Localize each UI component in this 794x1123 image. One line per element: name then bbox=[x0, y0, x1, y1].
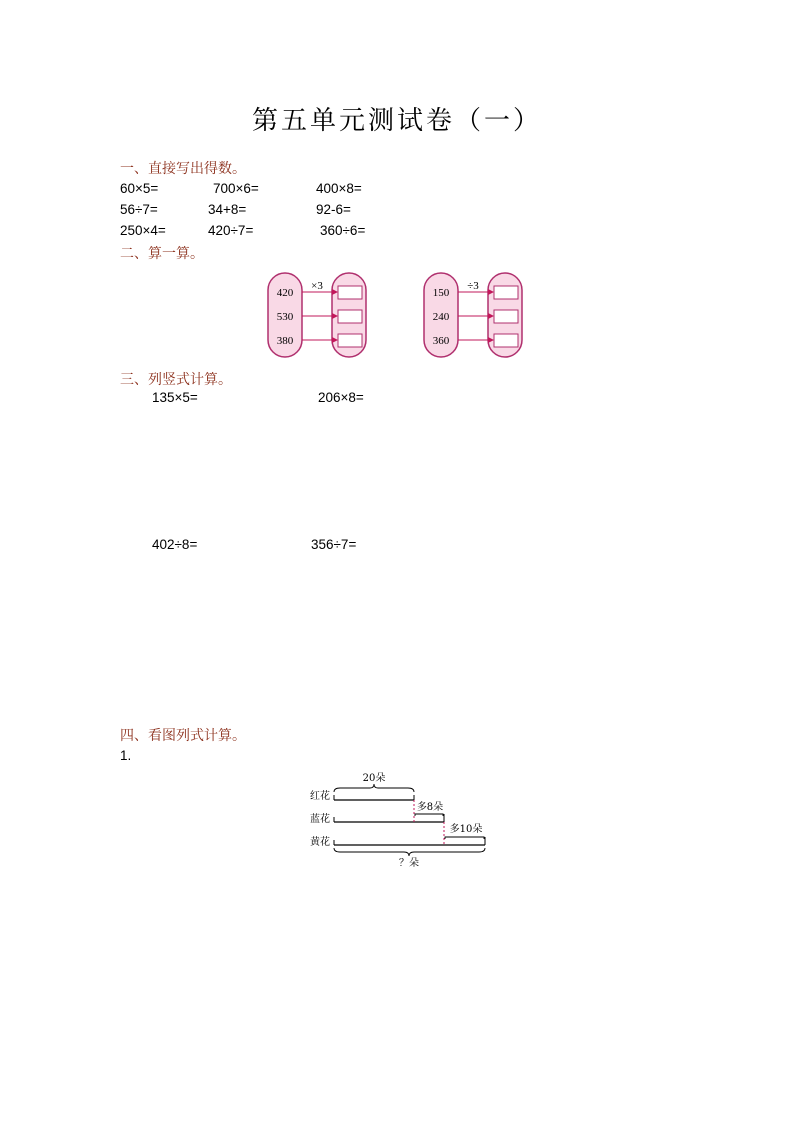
section-2-heading: 二、算一算。 bbox=[120, 246, 204, 262]
bar-label-blue: 蓝花 bbox=[310, 814, 330, 825]
problem-number: 1. bbox=[120, 748, 132, 763]
oral-problem: 700×6= bbox=[213, 181, 259, 196]
answer-box[interactable] bbox=[338, 286, 362, 299]
vertical-problem: 356÷7= bbox=[311, 537, 357, 552]
oral-problem: 56÷7= bbox=[120, 202, 158, 217]
oral-problem: 92-6= bbox=[316, 202, 351, 217]
machine-input: 420 bbox=[276, 287, 294, 299]
machine-input: 380 bbox=[276, 335, 294, 347]
machine-operation: ÷3 bbox=[467, 280, 479, 292]
bar-diagram bbox=[300, 770, 500, 870]
calc-machine-multiply bbox=[266, 270, 370, 362]
answer-box[interactable] bbox=[338, 334, 362, 347]
oral-problem: 60×5= bbox=[120, 181, 159, 196]
answer-box[interactable] bbox=[494, 334, 518, 347]
oral-problem: 400×8= bbox=[316, 181, 362, 196]
vertical-problem: 402÷8= bbox=[152, 537, 198, 552]
bar-label-red: 红花 bbox=[310, 791, 330, 802]
machine-input: 150 bbox=[432, 287, 450, 299]
oral-problem: 360÷6= bbox=[320, 223, 366, 238]
oral-problem: 420÷7= bbox=[208, 223, 254, 238]
answer-box[interactable] bbox=[494, 286, 518, 299]
yellow-extra-label: 多10朵 bbox=[449, 824, 483, 835]
machine-input: 240 bbox=[432, 311, 450, 323]
oral-problem: 34+8= bbox=[208, 202, 247, 217]
yellow-brace bbox=[334, 848, 485, 856]
section-3-heading: 三、列竖式计算。 bbox=[120, 372, 232, 388]
page-title: 第五单元测试卷（一） bbox=[251, 106, 542, 136]
blue-extra-label: 多8朵 bbox=[416, 802, 444, 813]
answer-box[interactable] bbox=[494, 310, 518, 323]
vertical-problem: 206×8= bbox=[318, 390, 364, 405]
machine-operation: ×3 bbox=[311, 280, 323, 292]
answer-box[interactable] bbox=[338, 310, 362, 323]
oral-problem: 250×4= bbox=[120, 223, 166, 238]
red-brace bbox=[334, 784, 414, 792]
vertical-problem: 135×5= bbox=[152, 390, 198, 405]
machine-input: 530 bbox=[276, 311, 294, 323]
section-4-heading: 四、看图列式计算。 bbox=[120, 728, 246, 744]
question-label: ？朵 bbox=[399, 858, 419, 869]
section-1-heading: 一、直接写出得数。 bbox=[120, 161, 246, 177]
bar-label-yellow: 黄花 bbox=[310, 837, 330, 848]
calc-machine-divide bbox=[422, 270, 526, 362]
red-count: 20朵 bbox=[362, 773, 386, 784]
machine-input: 360 bbox=[432, 335, 450, 347]
